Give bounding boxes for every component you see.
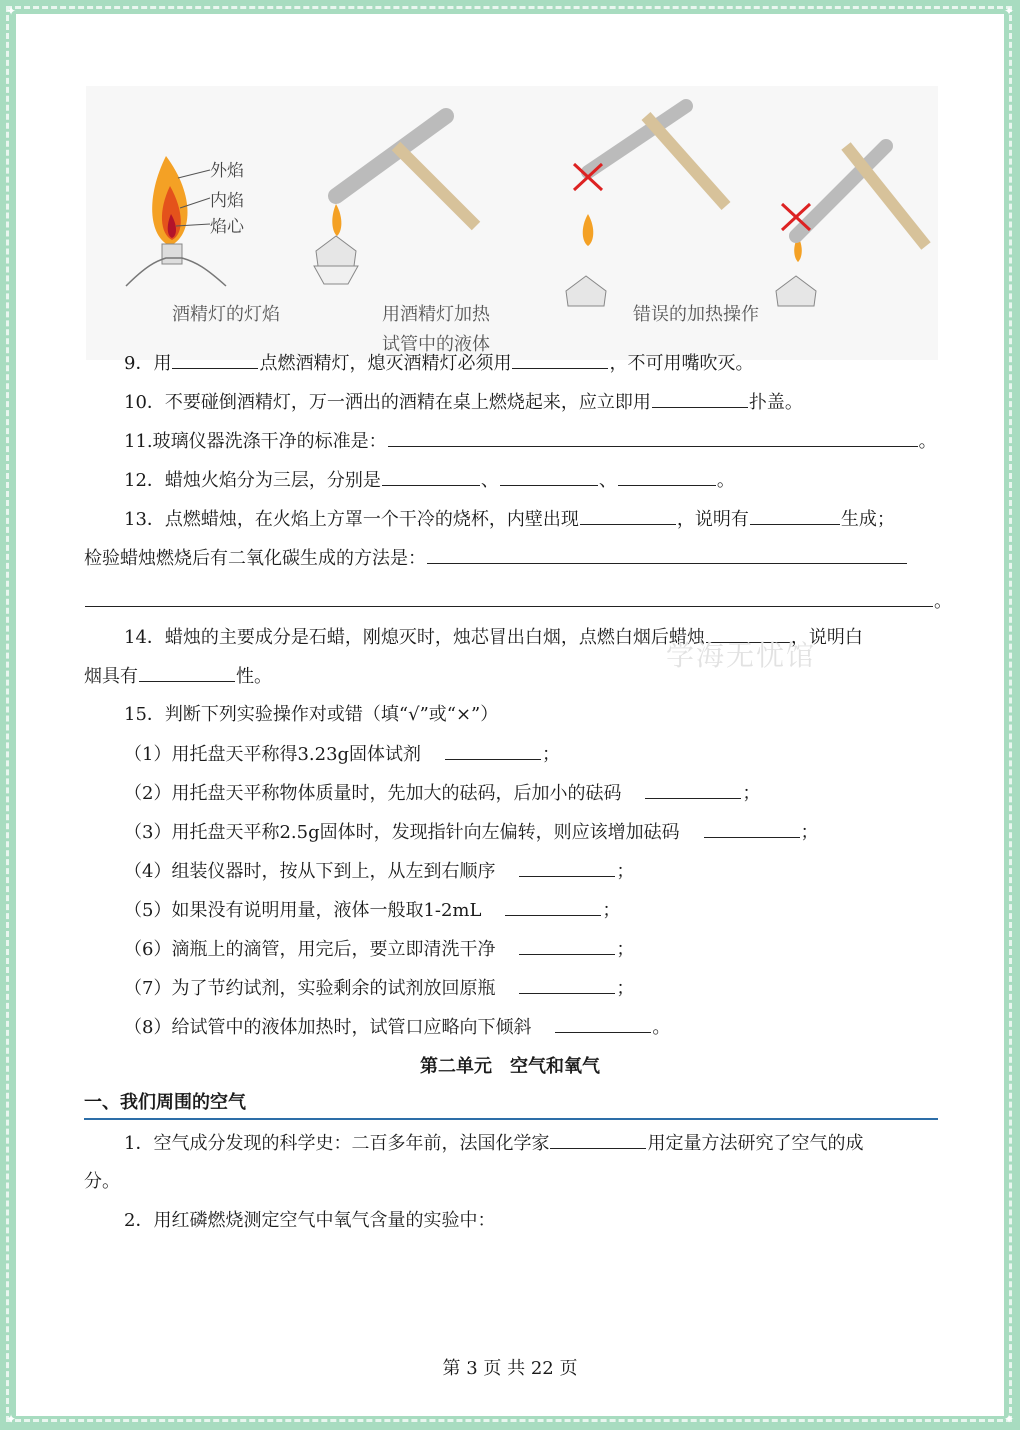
q15-item-end: ；: [616, 861, 635, 882]
q15-item-text: （5）如果没有说明用量，液体一般取1-2mL: [124, 900, 482, 921]
corner-star-icon: ✦: [6, 1412, 17, 1426]
heat-liquid-caption-line1: 用酒精灯加热: [382, 304, 490, 325]
q13-text: 13．点燃蜡烛，在火焰上方罩一个干冷的烧杯，内壁出现: [124, 509, 579, 530]
question-14: [84, 622, 956, 653]
unit2-q1-text: 分。: [84, 1171, 120, 1192]
q13-text: 检验蜡烛燃烧后有二氧化碳生成的方法是：: [84, 548, 426, 569]
q15-blank[interactable]: [445, 739, 541, 760]
q14-text: 14．蜡烛的主要成分是石蜡，刚熄灭时，烛芯冒出白烟，点燃白烟后蜡烛: [124, 627, 705, 648]
unit2-question-1: [84, 1128, 956, 1159]
q12-blank-2[interactable]: [500, 465, 598, 486]
q11-text: 11.玻璃仪器洗涤干净的标准是：: [124, 431, 387, 452]
corner-star-icon: ✦: [6, 4, 17, 18]
q15-item-end: ；: [616, 939, 635, 960]
q12-sep: 、: [598, 470, 617, 491]
q12-blank-1[interactable]: [382, 465, 480, 486]
q15-item-end: ；: [742, 783, 761, 804]
q14-text: ，说明白: [790, 627, 863, 648]
question-14-line2: [84, 661, 956, 692]
unit2-q2-text: 2．用红磷燃烧测定空气中氧气含量的实验中：: [124, 1210, 496, 1231]
wrong-ops-caption: 错误的加热操作: [633, 304, 759, 325]
q15-item-text: （6）滴瓶上的滴管，用完后，要立即清洗干净: [124, 939, 496, 960]
q15-blank[interactable]: [519, 934, 615, 955]
document-page: [16, 14, 1004, 1416]
q15-blank[interactable]: [519, 973, 615, 994]
flame-core-label: 焰心: [210, 217, 244, 237]
q12-sep: 、: [480, 470, 499, 491]
q9-text: 9．用: [124, 353, 172, 374]
question-9: [84, 348, 956, 379]
question-13: [84, 504, 956, 535]
q15-item-text: （2）用托盘天平称物体质量时，先加大的砝码，后加小的砝码: [124, 783, 622, 804]
wrong-op-diagram-1: [566, 106, 726, 306]
heating-liquid-diagram: [314, 116, 476, 284]
q15-item-text: （1）用托盘天平称得3.23g固体试剂: [124, 744, 422, 765]
q15-blank[interactable]: [645, 778, 741, 799]
q15-item: [84, 817, 956, 848]
q10-blank[interactable]: [652, 387, 748, 408]
q15-blank[interactable]: [505, 895, 601, 916]
unit2-q1-text: 1．空气成分发现的科学史：二百多年前，法国化学家: [124, 1133, 550, 1154]
q14-blank-2[interactable]: [139, 661, 235, 682]
q15-item-end: ；: [602, 900, 621, 921]
q13-blank-4[interactable]: [85, 586, 933, 607]
q13-end: 。: [934, 591, 952, 612]
question-13-line2: [84, 543, 956, 574]
q15-blank[interactable]: [704, 817, 800, 838]
q15-item-end: ；: [800, 822, 819, 843]
alcohol-lamp-figure: [86, 86, 938, 360]
page-footer: 第 3 页 共 22 页: [442, 1358, 578, 1379]
unit-title: 第二单元 空气和氧气: [420, 1056, 600, 1077]
q12-text: 12．蜡烛火焰分为三层，分别是: [124, 470, 381, 491]
q13-blank-1[interactable]: [580, 504, 676, 525]
question-11: [84, 426, 956, 457]
q15-item-end: 。: [652, 1017, 671, 1038]
q15-item: [84, 778, 956, 809]
question-15: [84, 700, 956, 730]
watermark: 学海无忧馆: [666, 639, 817, 672]
q15-item: [84, 739, 956, 770]
q9-blank-2[interactable]: [512, 348, 608, 369]
unit2-q1-text: 用定量方法研究了空气的成: [647, 1133, 864, 1154]
wrong-op-diagram-2: [776, 146, 926, 306]
outer-flame-label: 外焰: [210, 161, 244, 181]
heat-liquid-caption-line2: 试管中的液体: [382, 334, 490, 355]
q14-text: 烟具有: [84, 666, 138, 687]
q11-blank[interactable]: [388, 426, 918, 447]
q15-item: [84, 934, 956, 965]
q9-blank-1[interactable]: [172, 348, 258, 369]
unit2-question-1-line2: [84, 1167, 956, 1197]
q12-end: 。: [716, 470, 735, 491]
q15-item-text: （3）用托盘天平称2.5g固体时，发现指针向左偏转，则应该增加砝码: [124, 822, 680, 843]
q15-blank[interactable]: [519, 856, 615, 877]
q15-item-text: （4）组装仪器时，按从下到上，从左到右顺序: [124, 861, 496, 882]
q10-text: 10．不要碰倒酒精灯，万一洒出的酒精在桌上燃烧起来，应立即用: [124, 392, 651, 413]
unit2-question-2: [84, 1206, 956, 1236]
q15-item-end: ；: [541, 744, 560, 765]
q13-text: ，说明有: [676, 509, 749, 530]
q12-blank-3[interactable]: [618, 465, 716, 486]
question-10: [84, 387, 956, 418]
q14-text: 性。: [236, 666, 272, 687]
q15-item-end: ；: [616, 978, 635, 999]
q9-text: 点燃酒精灯，熄灭酒精灯必须用: [259, 353, 512, 374]
section-heading: 一、我们周围的空气: [84, 1090, 938, 1120]
q15-stem: 15．判断下列实验操作对或错（填“√”或“×”）: [124, 704, 499, 725]
q15-item: [84, 895, 956, 926]
corner-star-icon: ✦: [1003, 4, 1014, 18]
question-13-line3: [84, 586, 956, 617]
q15-item: [84, 973, 956, 1004]
q10-text: 扑盖。: [748, 392, 803, 413]
question-12: [84, 465, 956, 496]
inner-flame-label: 内焰: [210, 191, 244, 211]
q15-blank[interactable]: [555, 1012, 651, 1033]
q11-end: 。: [918, 431, 937, 452]
q13-blank-3[interactable]: [427, 543, 907, 564]
q15-item: [84, 1012, 956, 1043]
q13-text: 生成；: [840, 509, 895, 530]
q15-item-text: （7）为了节约试剂，实验剩余的试剂放回原瓶: [124, 978, 496, 999]
q13-blank-2[interactable]: [750, 504, 840, 525]
unit2-q1-blank[interactable]: [550, 1128, 646, 1149]
q15-item: [84, 856, 956, 887]
lamp-flame-caption: 酒精灯的灯焰: [172, 304, 280, 325]
q15-item-text: （8）给试管中的液体加热时，试管口应略向下倾斜: [124, 1017, 532, 1038]
corner-star-icon: ✦: [1003, 1412, 1014, 1426]
q9-text: ，不可用嘴吹灭。: [609, 353, 754, 374]
